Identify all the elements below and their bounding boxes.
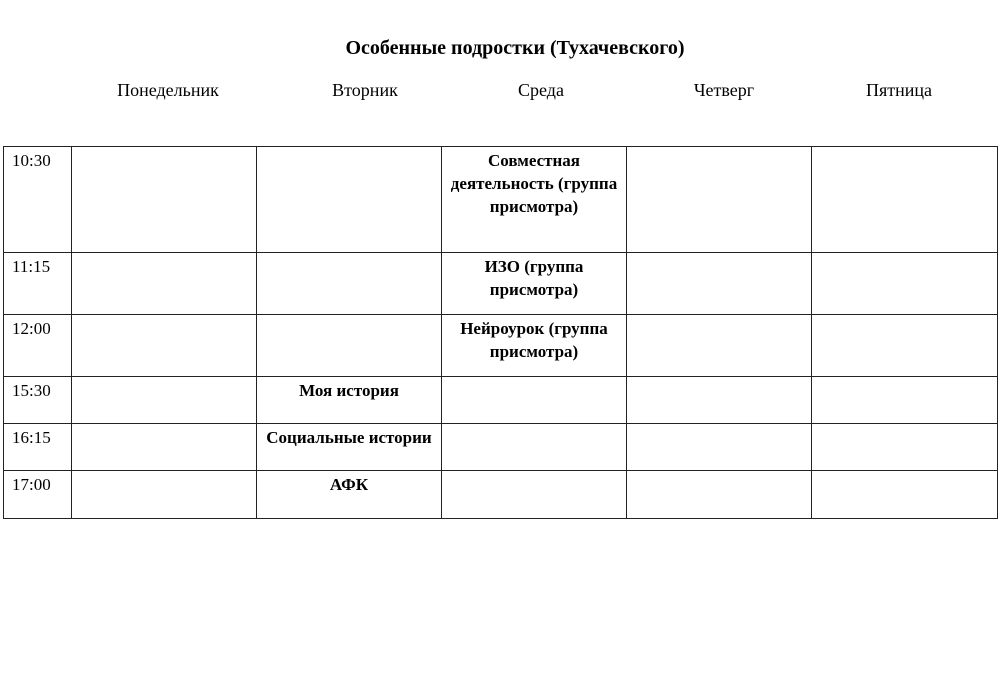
activity-cell-tuesday: АФК: [257, 471, 442, 519]
time-cell: 15:30: [4, 377, 72, 424]
day-header-thursday: Четверг: [693, 80, 755, 100]
time-cell: 10:30: [4, 147, 72, 253]
time-cell: 17:00: [4, 471, 72, 519]
activity-cell-thursday: [627, 471, 812, 519]
table-row: [4, 147, 998, 253]
activity-cell-thursday: [627, 424, 812, 471]
activity-cell-tuesday: Моя история: [257, 377, 442, 424]
activity-cell-tuesday: [257, 315, 442, 377]
table-row: [4, 315, 998, 377]
activity-cell-monday: [72, 377, 257, 424]
activity-cell-wednesday: ИЗО (группа присмотра): [442, 253, 627, 315]
activity-cell-monday: [72, 471, 257, 519]
activity-cell-tuesday: [257, 253, 442, 315]
table-row: [4, 424, 998, 471]
activity-cell-friday: [812, 471, 998, 519]
activity-cell-friday: [812, 253, 998, 315]
day-header-tuesday: Вторник: [332, 80, 398, 100]
schedule-table: [3, 146, 998, 519]
activity-cell-friday: [812, 377, 998, 424]
activity-cell-friday: [812, 424, 998, 471]
activity-cell-friday: [812, 315, 998, 377]
activity-cell-wednesday: Нейроурок (группа присмотра): [442, 315, 627, 377]
time-cell: 16:15: [4, 424, 72, 471]
table-row: [4, 471, 998, 519]
activity-cell-wednesday: [442, 424, 627, 471]
time-cell: 12:00: [4, 315, 72, 377]
day-header-wednesday: Среда: [518, 80, 564, 100]
activity-cell-monday: [72, 424, 257, 471]
page-title: Особенные подростки (Тухачевского): [345, 37, 685, 59]
activity-cell-wednesday: [442, 377, 627, 424]
activity-cell-monday: [72, 147, 257, 253]
table-row: [4, 377, 998, 424]
activity-cell-monday: [72, 253, 257, 315]
activity-cell-thursday: [627, 377, 812, 424]
time-cell: 11:15: [4, 253, 72, 315]
activity-cell-tuesday: [257, 147, 442, 253]
activity-cell-friday: [812, 147, 998, 253]
activity-cell-wednesday: [442, 471, 627, 519]
activity-cell-thursday: [627, 253, 812, 315]
activity-cell-wednesday: Совместная деятельность (группа присмотра): [442, 147, 627, 253]
table-row: [4, 253, 998, 315]
activity-cell-tuesday: Социальные истории: [257, 424, 442, 471]
activity-cell-monday: [72, 315, 257, 377]
activity-cell-thursday: [627, 315, 812, 377]
activity-cell-thursday: [627, 147, 812, 253]
day-header-friday: Пятница: [865, 80, 933, 100]
day-header-monday: Понедельник: [117, 80, 219, 100]
